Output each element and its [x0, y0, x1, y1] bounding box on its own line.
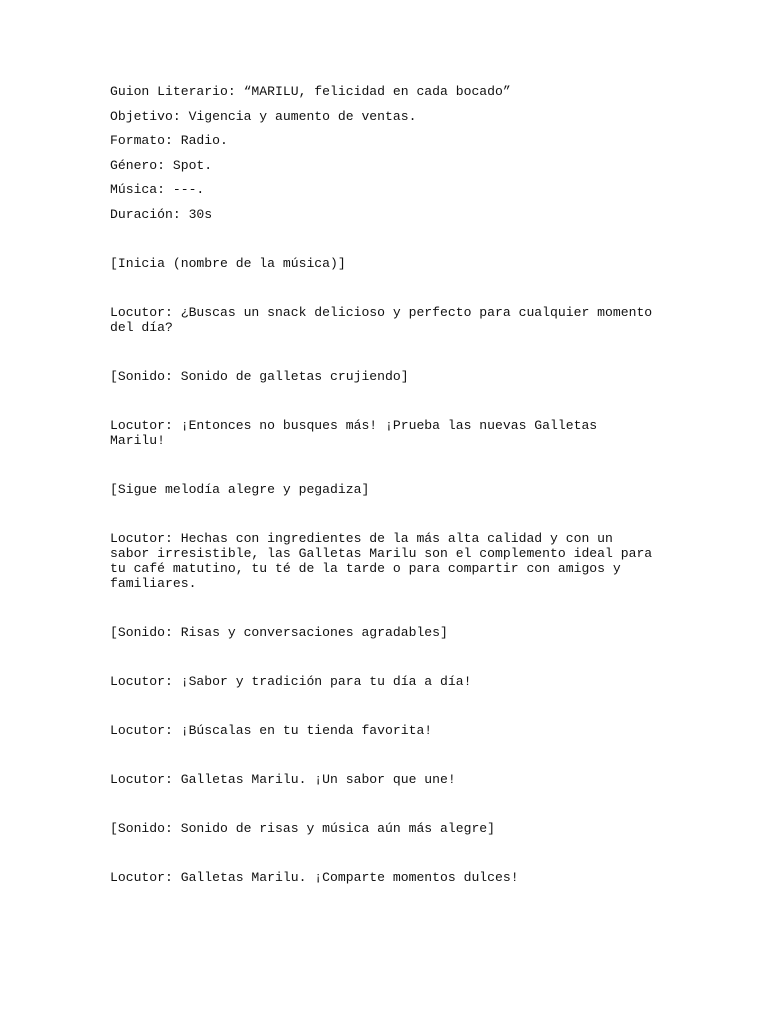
announcer-line: Locutor: ¿Buscas un snack delicioso y perfecto para cualquier momento del día? [110, 304, 661, 335]
announcer-line: Locutor: ¡Entonces no busques más! ¡Prueba las nuevas Galletas Marilu! [110, 417, 606, 448]
music-line: Música: ---. [110, 182, 205, 197]
sound-cue: [Sigue melodía alegre y pegadiza] [110, 481, 370, 497]
sound-cue: [Sonido: Sonido de risas y música aún más alegre] [110, 820, 496, 836]
announcer-line: Locutor: Hechas con ingredientes de la más alta calidad y con un sabor irresistible, las Galletas Marilu son el complemento ideal para tu café matutino, tu té de la tarde o para compartir con amigos y familiares. [110, 530, 661, 591]
genre-line: Género: Spot. [110, 157, 213, 173]
script-title: Guion Literario: “MARILU, felicidad en cada bocado” [110, 84, 511, 99]
sound-cue: [Sonido: Sonido de galletas crujiendo] [110, 368, 409, 384]
announcer-line: Locutor: Galletas Marilu. ¡Un sabor que une! [110, 771, 456, 787]
script-text [110, 84, 661, 919]
announcer-line: Locutor: Galletas Marilu. ¡Comparte momentos dulces! [110, 869, 519, 885]
announcer-line: Locutor: ¡Búscalas en tu tienda favorita! [110, 722, 433, 738]
format-line: Formato: Radio. [110, 133, 228, 148]
objective-line: Objetivo: Vigencia y aumento de ventas. [110, 108, 417, 124]
duration-line: Duración: 30s [110, 206, 213, 222]
sound-cue: [Sonido: Risas y conversaciones agradables] [110, 624, 448, 640]
announcer-line: Locutor: ¡Sabor y tradición para tu día a día! [110, 673, 472, 689]
sound-cue: [Inicia (nombre de la música)] [110, 255, 346, 271]
